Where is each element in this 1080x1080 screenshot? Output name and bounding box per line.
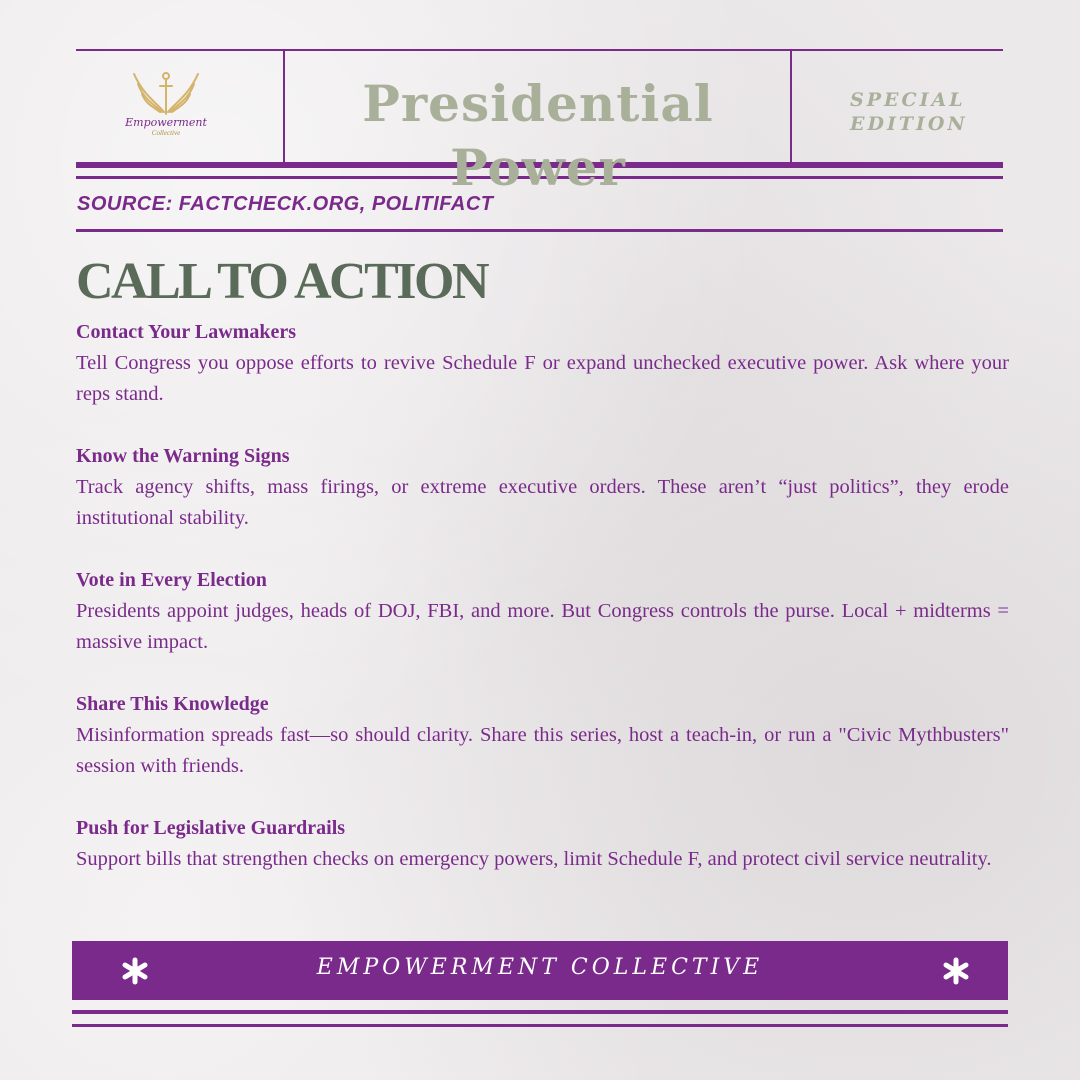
logo-wordmark: Empowerment	[125, 116, 207, 129]
action-list	[76, 317, 1009, 906]
action-title: Know the Warning Signs	[76, 445, 290, 467]
action-body: Support bills that strengthen checks on emergency powers, limit Schedule F, and protect civil service neutrality.	[76, 848, 992, 870]
footer-rule-1	[72, 1010, 1008, 1014]
footer-rule-2	[72, 1024, 1008, 1027]
action-body: Track agency shifts, mass firings, or extreme executive orders. These aren’t “just politics”, they erode institutional stability.	[76, 476, 1009, 529]
header-divider-right	[790, 50, 792, 164]
page-title: CALL TO ACTION	[76, 253, 488, 310]
asterisk-icon	[941, 956, 971, 986]
action-item	[76, 441, 1009, 534]
action-item	[76, 565, 1009, 658]
header-top-rule	[76, 49, 1003, 51]
edition-label	[850, 88, 968, 136]
footer-banner	[72, 941, 1008, 1000]
source-rule	[76, 229, 1003, 232]
winged-emblem-icon	[126, 62, 206, 120]
action-title: Contact Your Lawmakers	[76, 321, 296, 343]
action-title: Share This Knowledge	[76, 693, 269, 715]
action-item	[76, 317, 1009, 410]
footer-brand-text: EMPOWERMENT COLLECTIVE	[316, 955, 764, 980]
brand-logo	[118, 62, 214, 148]
action-body: Misinformation spreads fast—so should clarity. Share this series, host a teach-in, or run a "Civic Mythbusters" session with friends.	[76, 724, 1009, 777]
header-divider-left	[283, 50, 285, 164]
edition-line-1: SPECIAL	[850, 89, 966, 111]
action-body: Tell Congress you oppose efforts to revive Schedule F or expand unchecked executive power. Ask where your reps stand.	[76, 352, 1009, 405]
action-item	[76, 813, 1009, 875]
edition-line-2: EDITION	[850, 113, 968, 135]
masthead-title: Presidential Power	[362, 74, 714, 197]
source-line: SOURCE: FACTCHECK.ORG, POLITIFACT	[77, 193, 494, 215]
action-body: Presidents appoint judges, heads of DOJ, FBI, and more. But Congress controls the purse. Local + midterms = massive impact.	[76, 600, 1009, 653]
action-item	[76, 689, 1009, 782]
action-title: Vote in Every Election	[76, 569, 267, 591]
logo-subtext: Collective	[151, 129, 181, 137]
action-title: Push for Legislative Guardrails	[76, 817, 346, 839]
